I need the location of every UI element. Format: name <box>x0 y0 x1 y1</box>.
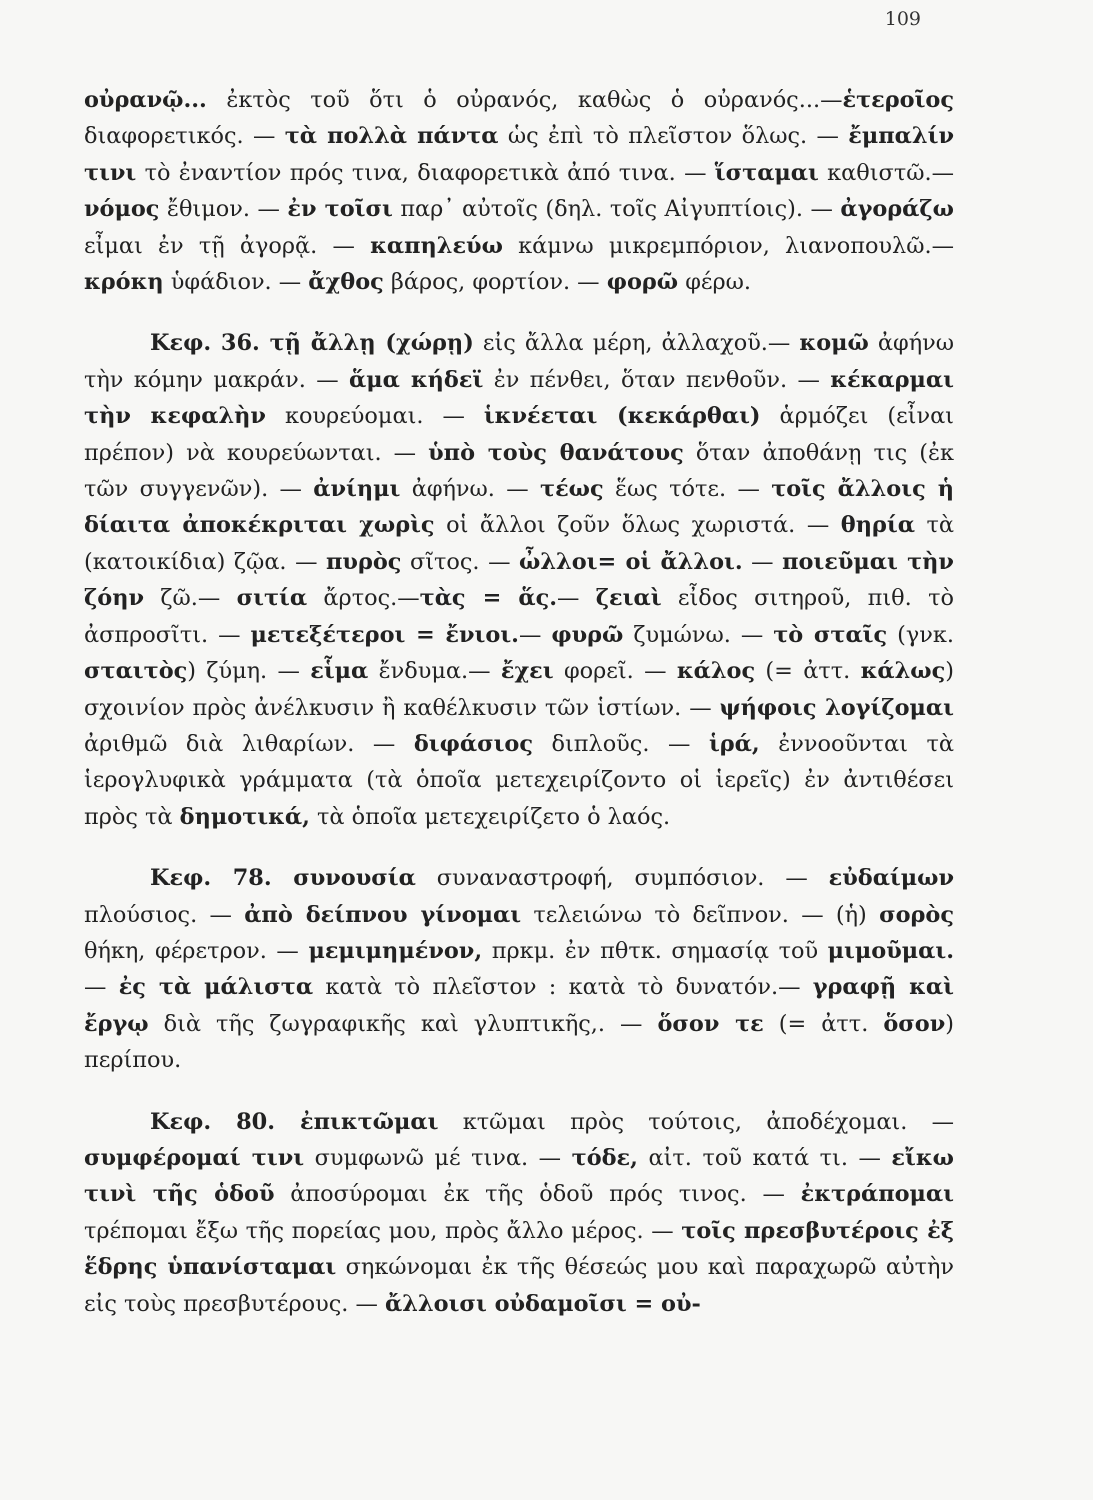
gloss-text: ἐν πένθει, ὅταν πενθοῦν. — <box>483 366 831 393</box>
gloss-text: διαφορετικός. — <box>84 123 285 150</box>
paragraph-gap <box>84 1079 954 1104</box>
headword: σιτία <box>236 585 308 612</box>
page-number: 109 <box>884 8 921 30</box>
paragraph <box>84 325 954 835</box>
headword: ἵσταμαι <box>714 159 819 186</box>
headword: ἐπικτῶμαι <box>299 1108 439 1135</box>
headword: μετεξέτεροι = ἔνιοι. <box>250 621 519 648</box>
headword: ζειαὶ <box>595 585 662 612</box>
headword: διφάσιος <box>413 730 533 757</box>
headword: τῇ ἄλλῃ (χώρῃ) <box>269 330 474 357</box>
headword: κάλος <box>676 658 756 685</box>
gloss-text: εἰς ἄλλα μέρη, ἀλλαχοῦ.— <box>473 330 800 357</box>
gloss-text: βάρος, φορτίον. — <box>383 269 607 296</box>
gloss-text: (= ἀττ. <box>755 658 861 685</box>
headword: ἐκτράπομαι <box>800 1181 954 1208</box>
gloss-text: ἔνδυμα.— <box>368 658 501 685</box>
headword: ἔμπαλίν τινι <box>84 123 954 186</box>
headword: σορὸς <box>879 901 954 928</box>
headword: Κεφ. 78. <box>150 865 294 892</box>
headword: ὅσον τε <box>657 1010 764 1037</box>
headword: ἀπὸ δείπνου γίνομαι <box>244 901 522 928</box>
headword: ἅμα κήδεϊ <box>348 366 484 393</box>
headword: εἴκω τινὶ τῆς ὁδοῦ <box>84 1144 954 1208</box>
gloss-text: θήκη, φέρετρον. — <box>84 937 309 964</box>
gloss-text: ) ζύμη. — <box>187 658 311 685</box>
headword: ἄλλοισι οὐδαμοῖσι = οὐ- <box>385 1290 701 1317</box>
headword: νόμος <box>84 196 160 223</box>
gloss-text: ἄρτος.— <box>307 585 420 612</box>
gloss-text: τὰ (κατοικίδια) ζῷα. — <box>84 512 955 575</box>
gloss-text: κατὰ τὸ πλεῖστον : κατὰ τὸ δυνατόν.— <box>313 974 813 1001</box>
headword: τὸ σταῖς <box>773 621 888 648</box>
gloss-text: τελειώνω τὸ δεῖπνον. — (ἡ) <box>521 901 880 928</box>
headword: ὅσον <box>883 1010 946 1037</box>
headword: εὐδαίμων <box>828 865 954 892</box>
headword: σταιτὸς <box>84 658 188 685</box>
headword: ἀγοράζω <box>840 196 954 223</box>
gloss-text: ἀποσύρομαι ἐκ τῆς ὁδοῦ πρός τινος. — <box>274 1181 801 1208</box>
headword: δημοτικά, <box>179 803 310 830</box>
headword: τέως <box>540 476 604 503</box>
gloss-text: ) περίπου. <box>84 1010 954 1074</box>
headword: ἱρά, <box>708 730 760 757</box>
gloss-text: ὡς ἐπὶ τὸ πλεῖστον ὅλως. — <box>498 123 849 150</box>
paragraph-gap <box>84 835 954 860</box>
gloss-text: ὅταν ἀποθάνῃ τις (ἐκ τῶν συγγενῶν). — <box>84 439 954 503</box>
gloss-text: φορεῖ. — <box>553 658 677 685</box>
headword: Κεφ. 36. <box>150 330 270 357</box>
paragraph-gap <box>84 300 954 325</box>
gloss-text: κτῶμαι πρὸς τούτοις, ἀποδέχομαι. — <box>438 1108 954 1135</box>
headword: συνουσία <box>293 865 416 892</box>
gloss-text: κάμνω μικρεμπόριον, λιανοπουλῶ.— <box>502 232 955 259</box>
gloss-text: φέρω. <box>678 269 752 296</box>
gloss-text: (= ἀττ. <box>763 1010 884 1037</box>
headword: μιμοῦμαι. <box>827 937 955 964</box>
headword: ἀνίημι <box>313 476 401 503</box>
gloss-text: ὑφάδιον. — <box>163 269 309 296</box>
headword: φυρῶ <box>551 621 624 648</box>
gloss-text: εἶμαι ἐν τῇ ἀγορᾷ. — <box>84 232 371 259</box>
headword: μεμιμημένον, <box>308 937 483 964</box>
headword: γραφῇ καὶ ἔργῳ <box>84 974 954 1037</box>
gloss-text: — <box>742 548 783 575</box>
headword: θηρία <box>840 512 915 539</box>
headword: τὰ πολλὰ πάντα <box>284 123 499 150</box>
gloss-text: ἐκτὸς τοῦ ὅτι ὁ οὐρανός, καθὼς ὁ οὐρανός...— <box>206 87 843 113</box>
gloss-text: ἀριθμῶ διὰ λιθαρίων. — <box>84 730 414 757</box>
gloss-text: σηκώνομαι ἐκ τῆς θέσεώς μου καὶ παραχωρῶ αὐτὴν εἰς τοὺς πρεσβυτέρους. — <box>84 1254 954 1317</box>
headword: κέκαρμαι τὴν κεφαλὴν <box>84 366 954 430</box>
gloss-text: τὸ ἐναντίον πρός τινα, διαφορετικὰ ἀπό τινα. — <box>136 159 715 186</box>
headword: τὰς = ἅς. <box>419 585 558 612</box>
gloss-text: ἐννοοῦνται τὰ ἱερογλυφικὰ γράμματα (τὰ ὁποῖα μετεχειρίζοντο οἱ ἱερεῖς) ἐν ἀντιθέσει πρὸς τὰ <box>84 730 955 830</box>
headword: ἐν τοῖσι <box>287 196 393 223</box>
gloss-text: — <box>84 974 119 1001</box>
headword: κρόκη <box>84 269 164 296</box>
gloss-text: διὰ τῆς ζωγραφικῆς καὶ γλυπτικῆς,. — <box>148 1010 658 1037</box>
gloss-text: διπλοῦς. — <box>532 730 709 757</box>
headword: Κεφ. 80. <box>150 1108 300 1135</box>
headword: συμφέρομαί τινι <box>84 1144 305 1171</box>
headword: ἱκνέεται (κεκάρθαι) <box>483 403 761 430</box>
headword: ἑτεροῖος <box>842 87 954 113</box>
gloss-text: — <box>518 621 552 648</box>
headword: ὦλλοι= οἱ ἄλλοι. <box>519 548 743 575</box>
headword: πυρὸς <box>326 548 402 575</box>
gloss-text: ἀφήνω. — <box>400 476 540 503</box>
headword: οὐρανῷ... <box>84 87 207 113</box>
paragraph <box>84 860 954 1078</box>
headword: ὑπὸ τοὺς θανάτους <box>428 439 684 466</box>
gloss-text: ἀφήνω τὴν κόμην μακράν. — <box>84 330 955 393</box>
headword: καπηλεύω <box>370 232 503 259</box>
gloss-text: οἱ ἄλλοι ζοῦν ὅλως χωριστά. — <box>434 512 841 539</box>
headword: φορῶ <box>606 269 679 296</box>
headword: ψήφοις λογίζομαι <box>719 694 955 721</box>
headword: κομῶ <box>799 330 869 357</box>
gloss-text: εἶδος σιτηροῦ, πιθ. τὸ ἀσπροσῖτι. — <box>84 585 954 648</box>
gloss-text: συναναστροφή, συμπόσιον. — <box>415 865 829 892</box>
headword: τοῖς πρεσβυτέροις ἐξ ἕδρης ὑπανίσταμαι <box>84 1217 954 1281</box>
gloss-text: τρέπομαι ἔξω τῆς πορείας μου, πρὸς ἄλλο μέρος. — <box>84 1217 682 1244</box>
gloss-text: τὰ ὁποῖα μετεχειρίζετο ὁ λαός. <box>309 803 671 830</box>
headword: ἔχει <box>500 658 554 685</box>
gloss-text: ἕως τότε. — <box>603 476 772 503</box>
page-body <box>84 82 954 1322</box>
paragraph <box>84 82 954 300</box>
headword: ποιεῦμαι τὴν ζόην <box>84 548 954 612</box>
gloss-text: καθιστῶ.— <box>818 159 954 186</box>
gloss-text: ἔθιμον. — <box>159 196 288 223</box>
headword: ἄχθος <box>308 269 384 296</box>
gloss-text: ζῶ.— <box>144 585 237 612</box>
headword: ἐς τὰ μάλιστα <box>118 974 314 1001</box>
gloss-text: συμφωνῶ μέ τινα. — <box>304 1144 572 1171</box>
gloss-text: (γνκ. <box>887 621 954 648</box>
headword: τόδε, <box>571 1144 638 1171</box>
gloss-text: παρ᾽ αὐτοῖς (δηλ. τοῖς Αἰγυπτίοις). — <box>392 196 841 223</box>
gloss-text: ἁρμόζει (εἶναι πρέπον) νὰ κουρεύωνται. — <box>84 403 954 466</box>
headword: κάλως <box>860 658 946 685</box>
headword: τοῖς ἄλλοις ἡ δίαιτα ἀποκέκριται χωρὶς <box>84 476 955 539</box>
gloss-text: αἰτ. τοῦ κατά τι. — <box>637 1144 892 1171</box>
gloss-text: ) σχοινίον πρὸς ἀνέλκυσιν ἢ καθέλκυσιν τῶν ἱστίων. — <box>84 658 955 721</box>
gloss-text: σῖτος. — <box>401 548 519 575</box>
headword: εἷμα <box>310 658 369 685</box>
paragraph <box>84 1104 954 1322</box>
gloss-text: κουρεύομαι. — <box>265 403 484 430</box>
gloss-text: — <box>557 585 596 612</box>
gloss-text: πλούσιος. — <box>84 901 245 928</box>
gloss-text: ζυμώνω. — <box>623 621 774 648</box>
gloss-text: πρκμ. ἐν πθτκ. σημασίᾳ τοῦ <box>482 937 828 964</box>
